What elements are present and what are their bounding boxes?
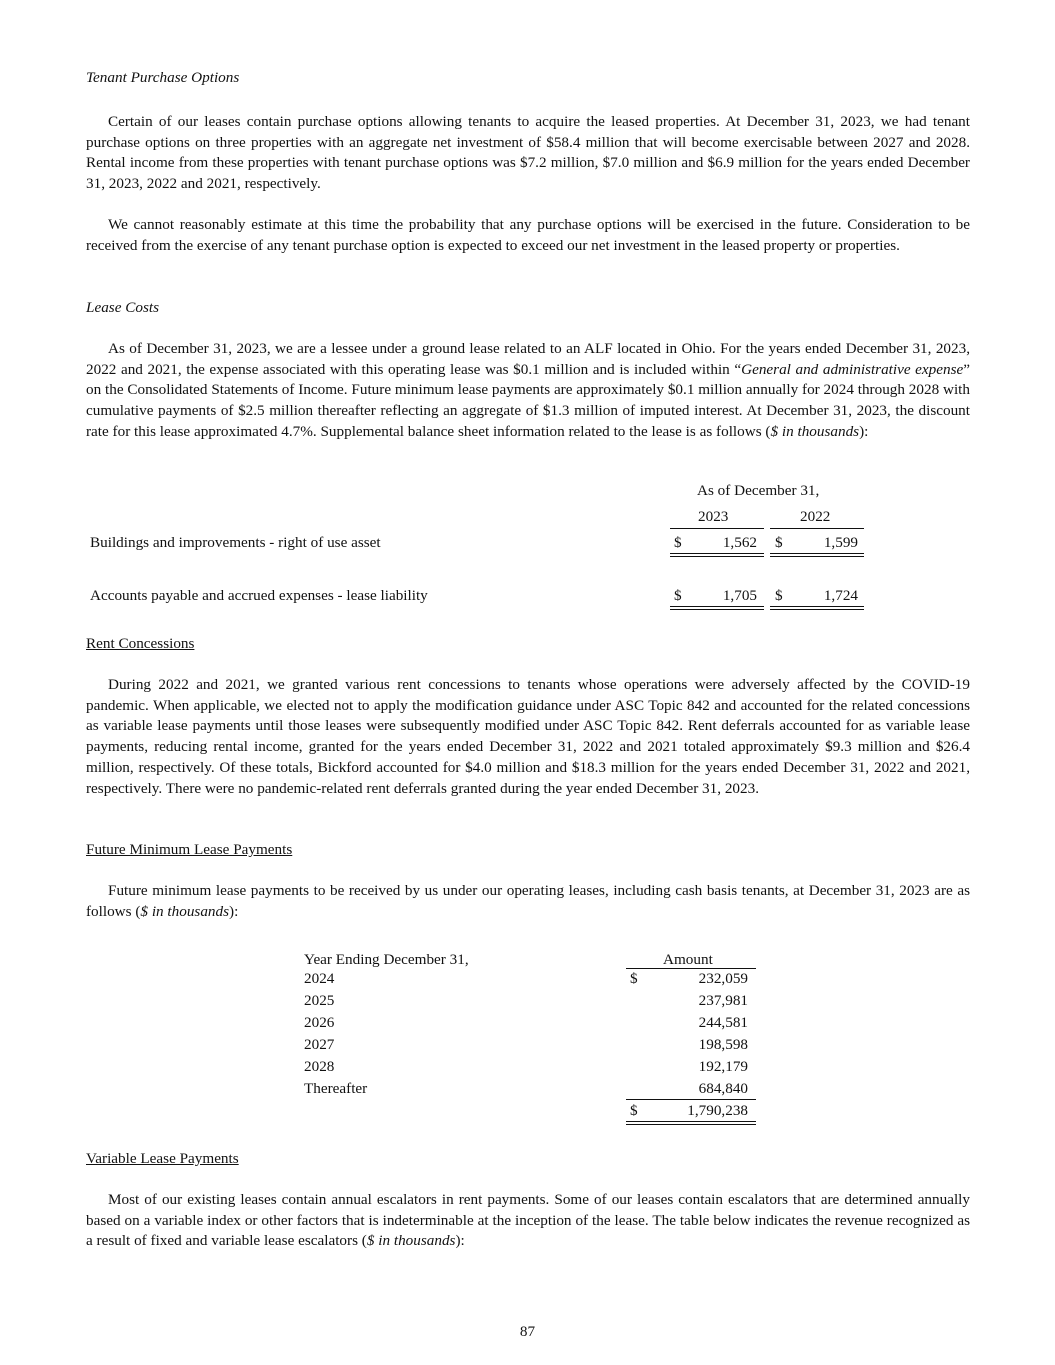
lease-row-value-2023: 1,705	[722, 587, 757, 604]
lease-row-label: Accounts payable and accrued expenses - lease liability	[90, 587, 428, 604]
future-table-col-amount: Amount	[663, 951, 713, 968]
lease-row-value-2023: 1,562	[722, 534, 757, 551]
future-table-double-rule	[626, 1121, 756, 1125]
future-total-currency: $	[630, 1102, 638, 1119]
paragraph-tenant-purchase-1: Certain of our leases contain purchase options allowing tenants to acquire the leased properties. At December 31, 2023, we had tenant purchase options on three properties with an aggregate net investment of $58.4 million that will become exercisable between 2027 and 2028. Rental income from these properties with tenant purchase options was $7.2 million, $7.0 million and $6.9 million for the years ended December 31, 2023, 2022 and 2021, respectively.	[86, 113, 970, 193]
lease-row-currency: $	[775, 587, 783, 604]
heading-tenant-purchase-options: Tenant Purchase Options	[86, 69, 240, 86]
future-row-amount: 198,598	[698, 1036, 748, 1053]
paragraph-tenant-purchase-2: We cannot reasonably estimate at this time the probability that any purchase options will be exercised in the future. Consideration to be received from the exercise of any tenant purchase option is expected to exceed our net investment in the leased property or properties.	[86, 216, 970, 254]
future-row-amount: 244,581	[698, 1014, 748, 1031]
lease-costs-italic-2: $ in thousands	[770, 422, 860, 440]
variable-lease-text-1: Most of our existing leases contain annual escalators in rent payments. Some of our leases contain escalators that are determined annually based on a variable index or other factors that is indeterminable at the inception of the lease. The table below indicates the revenue recognized as a result of fixed and variable lease escalators (	[86, 1191, 970, 1250]
future-row-currency: $	[630, 970, 638, 987]
future-minimum-text-2: ):	[229, 902, 239, 920]
lease-row-double-rule	[770, 606, 864, 610]
future-minimum-text-1: Future minimum lease payments to be received by us under our operating leases, including cash basis tenants, at December 31, 2023 are as follows (	[86, 882, 970, 920]
lease-row-label: Buildings and improvements - right of use asset	[90, 534, 381, 551]
future-total-amount: 1,790,238	[687, 1102, 748, 1119]
paragraph-rent-concessions: During 2022 and 2021, we granted various rent concessions to tenants whose operations were adversely affected by the COVID-19 pandemic. When applicable, we elected not to apply the modification guidance under ASC Topic 842 and accounted for the related concessions as variable lease payments until those leases were subsequently modified under ASC Topic 842. Rent deferrals accounted for as variable lease payments, reducing rental income, granted for the years ended December 31, 2022 and 2021 totaled approximately $9.3 million and $26.4 million, respectively. Of these totals, Bickford accounted for $4.0 million and $18.3 million for the years ended December 31, 2022 and 2021, respectively. There were no pandemic-related rent deferrals granted during the year ended December 31, 2023.	[86, 676, 970, 797]
lease-costs-text-3: ):	[859, 422, 869, 440]
heading-rent-concessions: Rent Concessions	[86, 635, 195, 652]
future-row-year: 2026	[304, 1014, 335, 1031]
future-row-year: Thereafter	[304, 1080, 368, 1097]
future-row-amount: 237,981	[698, 992, 748, 1009]
heading-future-minimum: Future Minimum Lease Payments	[86, 841, 293, 858]
lease-row-double-rule	[670, 606, 764, 610]
future-table-total-rule	[626, 1099, 756, 1100]
paragraph-future-minimum	[86, 881, 970, 922]
lease-table-col-2022: 2022	[800, 508, 831, 525]
heading-variable-lease: Variable Lease Payments	[86, 1150, 239, 1167]
lease-row-currency: $	[674, 587, 682, 604]
page-number: 87	[519, 1323, 536, 1340]
future-row-amount: 684,840	[698, 1080, 748, 1097]
lease-row-value-2022: 1,724	[823, 587, 858, 604]
lease-row-currency: $	[674, 534, 682, 551]
lease-row-double-rule	[770, 553, 864, 557]
future-row-amount: 192,179	[698, 1058, 748, 1075]
lease-costs-text-1: As of December 31, 2023, we are a lessee under a ground lease related to an ALF located in Ohio. For the years ended December 31, 2023, 2022 and 2021, the expense associated with this operating lease was $0.1 million and is included within “	[86, 340, 970, 378]
lease-table-header-rule-2	[770, 528, 864, 529]
future-row-year: 2024	[304, 970, 335, 987]
heading-lease-costs: Lease Costs	[86, 299, 159, 316]
lease-table-group-header: As of December 31,	[697, 482, 820, 499]
lease-row-double-rule	[670, 553, 764, 557]
future-row-amount: 232,059	[698, 970, 748, 987]
lease-table-header-rule-1	[670, 528, 764, 529]
lease-costs-text-2: ” on the Consolidated Statements of Income. Future minimum lease payments are approximately $0.1 million annually for 2024 through 2028 with cumulative payments of $2.5 million thereafter reflecting an aggregate of $1.3 million of imputed interest. At December 31, 2023, the discount rate for this lease approximated 4.7%. Supplemental balance sheet information related to the lease is as follows (	[86, 360, 970, 440]
future-row-year: 2027	[304, 1036, 335, 1053]
lease-table-col-2023: 2023	[698, 508, 729, 525]
lease-costs-italic-1: General and administrative expense	[741, 360, 964, 378]
lease-row-currency: $	[775, 534, 783, 551]
future-table-col-year: Year Ending December 31,	[304, 951, 469, 968]
future-row-year: 2025	[304, 992, 335, 1009]
future-table-header-rule	[626, 968, 756, 969]
paragraph-variable-lease	[86, 1190, 970, 1252]
future-minimum-italic: $ in thousands	[140, 902, 230, 920]
variable-lease-italic: $ in thousands	[366, 1232, 456, 1250]
lease-row-value-2022: 1,599	[823, 534, 858, 551]
future-row-year: 2028	[304, 1058, 335, 1075]
variable-lease-text-2: ):	[455, 1232, 465, 1250]
paragraph-lease-costs	[86, 339, 970, 443]
